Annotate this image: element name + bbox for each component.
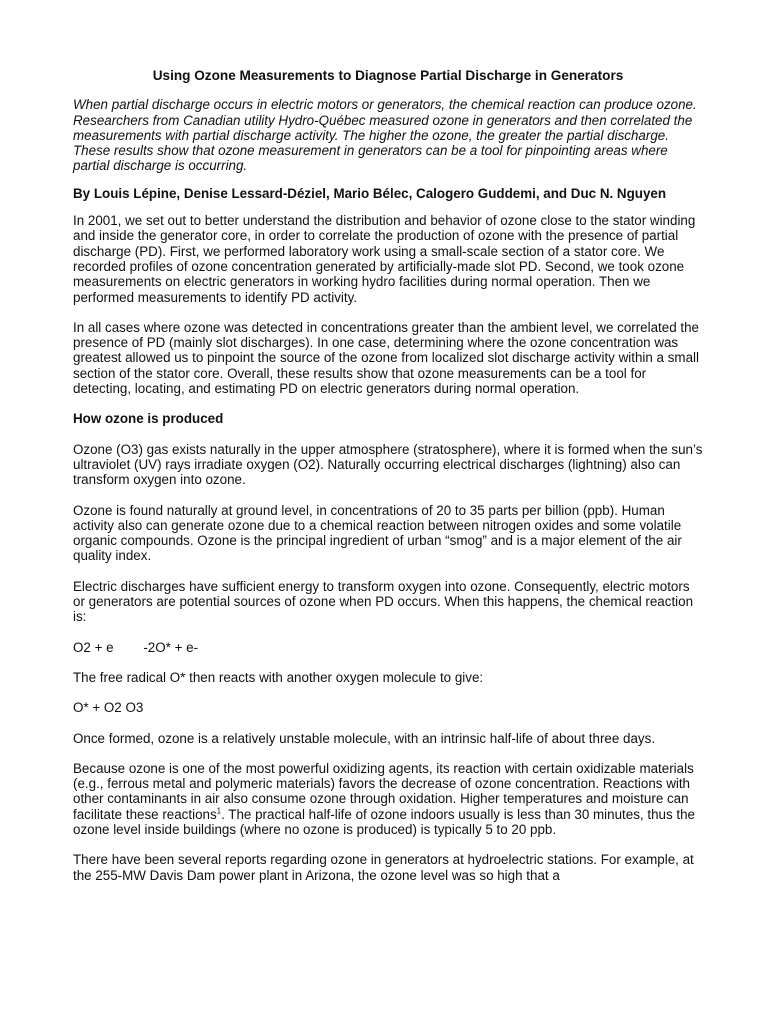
- paragraph-ozone-4: The free radical O* then reacts with another oxygen molecule to give:: [73, 669, 484, 685]
- article-abstract: When partial discharge occurs in electric motors or generators, the chemical reaction can produce ozone. Researchers from Canadian utility Hydro-Québec measured ozone in generators and then correlated the measurements with partial discharge activity. The higher the ozone, the greater the partial discharge. These results show that ozone measurement in generators can be a tool for pinpointing areas where partial discharge is occurring.: [73, 97, 697, 174]
- paragraph-ozone-7: There have been several reports regarding ozone in generators at hydroelectric stations. For example, at the 255-MW Davis Dam power plant in Arizona, the ozone level was so high that a: [73, 852, 694, 883]
- paragraph-ozone-2: Ozone is found naturally at ground level, in concentrations of 20 to 35 parts per billion (ppb). Human activity also can generate ozone due to a chemical reaction between nitrogen oxides and some volatile organic compounds. Ozone is the principal ingredient of urban “smog” and is a major element of the air quality index.: [73, 502, 682, 564]
- reaction-formula-1: O2 + e -2O* + e-: [73, 639, 199, 655]
- paragraph-ozone-5: Once formed, ozone is a relatively unstable molecule, with an intrinsic half-life of about three days.: [73, 730, 656, 746]
- paragraph-intro-1: In 2001, we set out to better understand the distribution and behavior of ozone close to the stator winding and inside the generator core, in order to correlate the production of ozone with the presence of partial discharge (PD). First, we performed laboratory work using a small-scale section of a stator core. We recorded profiles of ozone concentration generated by artificially-made slot PD. Second, we took ozone measurements on electric generators in working hydro facilities during normal operation. Then we performed measurements to identify PD activity.: [73, 213, 696, 305]
- paragraph-ozone-6-text-b: . The practical half-life of ozone indoors usually is less than 30 minutes, thus the ozone level inside buildings (where no ozone is produced) is typically 5 to 20 ppb.: [73, 806, 695, 837]
- footnote-marker: 1: [216, 806, 222, 816]
- author-byline: By Louis Lépine, Denise Lessard-Déziel, Mario Bélec, Calogero Guddemi, and Duc N. Nguyen: [73, 185, 667, 201]
- paragraph-ozone-6-text-a: Because ozone is one of the most powerful oxidizing agents, its reaction with certain oxidizable materials (e.g., ferrous metal and polymeric materials) favors the decrease of ozone concentration. Reactions with other contaminants in air also consume ozone through oxidation. Higher temperatures and moisture can facilitate these reactions: [73, 760, 694, 822]
- paragraph-ozone-1: Ozone (O3) gas exists naturally in the upper atmosphere (stratosphere), where it is formed when the sun’s ultraviolet (UV) rays irradiate oxygen (O2). Naturally occurring electrical discharges (lightning) also can transform oxygen into ozone.: [73, 441, 703, 488]
- paragraph-intro-2: In all cases where ozone was detected in concentrations greater than the ambient level, we correlated the presence of PD (mainly slot discharges). In one case, determining where the ozone concentration was greatest allowed us to pinpoint the source of the ozone from localized slot discharge activity within a small section of the stator core. Overall, these results show that ozone measurements can be a tool for detecting, locating, and estimating PD on electric generators during normal operation.: [73, 319, 700, 397]
- article-body: [73, 68, 703, 898]
- paragraph-ozone-6: [73, 761, 703, 837]
- reaction-formula-2: O* + O2 O3: [73, 700, 144, 716]
- section-heading: How ozone is produced: [73, 411, 224, 427]
- article-title: Using Ozone Measurements to Diagnose Partial Discharge in Generators: [152, 68, 624, 83]
- paragraph-ozone-3: Electric discharges have sufficient energy to transform oxygen into ozone. Consequently, electric motors or generators are potential sources of ozone when PD occurs. When this happens, the chemical reaction is:: [73, 578, 694, 625]
